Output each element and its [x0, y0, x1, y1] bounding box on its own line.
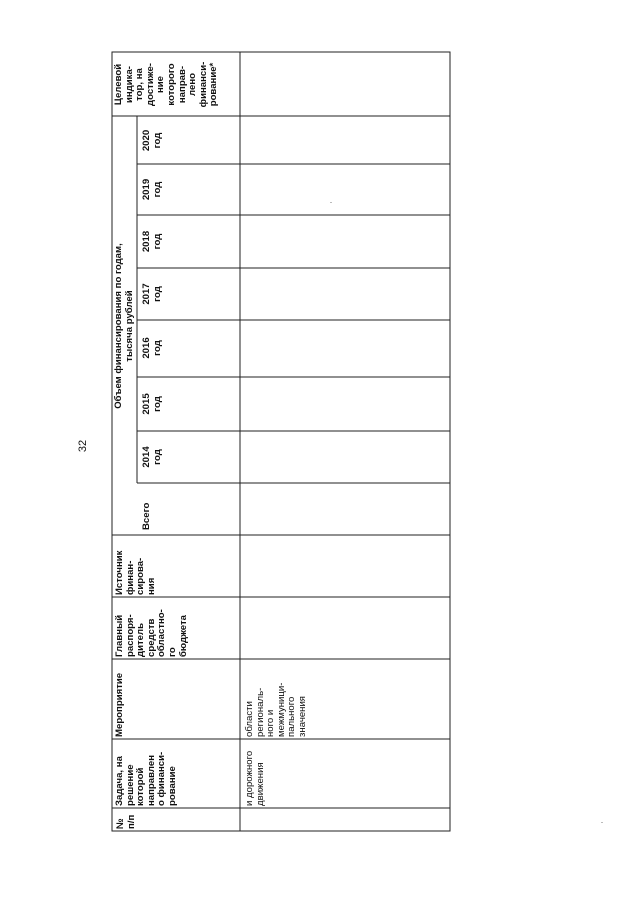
header-year-2017-cell: [138, 269, 239, 320]
header-source-cell: [113, 536, 239, 597]
header-year-2015-cell: [138, 378, 239, 431]
row-task-cell: [241, 740, 449, 808]
header-year-2018: 2018 год: [141, 230, 163, 253]
header-manager: Главный распоря- дитель средств областно- го бюджета: [114, 609, 189, 657]
row-task: и дорожного движения: [244, 750, 266, 806]
header-year-2020: 2020 год: [141, 129, 163, 152]
header-total-cell: [138, 484, 239, 535]
header-year-2019-cell: [138, 165, 239, 215]
scan-speck: [330, 202, 332, 203]
header-year-2018-cell: [138, 216, 239, 268]
row-event: области региональ- ного и межмуници- пального значения: [244, 682, 308, 737]
header-task: Задача, на решение которой направлен о финанси- рование: [114, 751, 178, 806]
page-number: 32: [77, 439, 89, 453]
header-volume: Объем финансирования по годам, тысяча рублей: [113, 243, 135, 409]
header-year-2016: 2016 год: [141, 337, 163, 359]
header-year-2014: 2014 год: [141, 446, 163, 468]
row-event-cell: [241, 660, 449, 739]
header-year-2016-cell: [138, 321, 239, 377]
header-year-2019: 2019 год: [141, 178, 163, 201]
header-task-cell: [113, 740, 239, 808]
header-year-2017: 2017 год: [141, 283, 163, 305]
scan-speck: [601, 822, 603, 823]
header-event: Мероприятие: [114, 672, 125, 737]
header-year-2015: 2015 год: [141, 393, 163, 415]
header-indicator: Целевой индика- тор, на достиже- ние которого направ- лено финанси- рование*: [113, 61, 220, 108]
header-total: Всего: [141, 502, 152, 530]
header-event-cell: [113, 660, 239, 739]
header-volume-cell: [113, 117, 137, 535]
header-indicator-cell: [113, 53, 239, 116]
header-source: Источник финан- сирова- ния: [114, 550, 157, 595]
header-num-cell: [113, 809, 239, 831]
header-year-2020-cell: [138, 117, 239, 164]
header-manager-cell: [113, 598, 239, 659]
header-year-2014-cell: [138, 432, 239, 483]
header-num: № п/п: [115, 814, 137, 829]
